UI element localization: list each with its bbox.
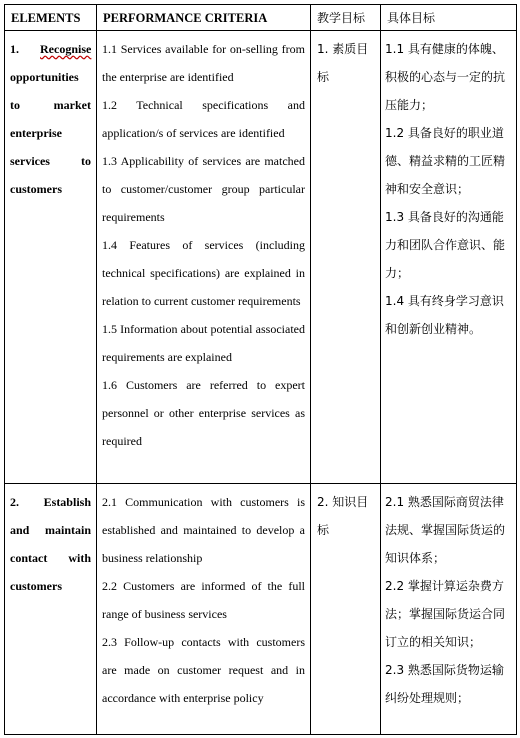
criteria-cell (97, 484, 311, 735)
specific-goal-item: 2.3 熟悉国际货物运输纠纷处理规则； (385, 663, 504, 705)
element-cell (5, 31, 97, 484)
teaching-goal-cell: 2. 知识目标 (311, 484, 381, 735)
specific-goal-item: 1.1 具有健康的体魄、积极的心态与一定的抗压能力； (385, 42, 506, 112)
table-row (5, 31, 517, 484)
element-text: and maintain contact with customers (10, 523, 91, 593)
specific-goal-cell (381, 31, 517, 484)
criterion-item: 1.6 Customers are referred to expert personnel or other enterprise services as required (102, 378, 305, 448)
element-keyword: Establish (43, 495, 91, 509)
specific-goal-item: 1.2 具备良好的职业道德、精益求精的工匠精神和安全意识； (385, 126, 506, 196)
element-keyword: Recognise (40, 42, 92, 56)
criterion-item: 2.1 Communication with customers is established and maintained to develop a business relationship (102, 495, 305, 565)
header-elements: ELEMENTS (5, 5, 97, 31)
specific-goal-item: 2.1 熟悉国际商贸法律法规、掌握国际货运的知识体系； (385, 495, 506, 565)
criterion-item: 1.4 Features of services (including technical specifications) are explained in relation to current customer requirements (102, 238, 305, 308)
specific-goal-item: 1.3 具备良好的沟通能力和团队合作意识、能力； (385, 210, 506, 280)
criterion-item: 1.5 Information about potential associated requirements are explained (102, 322, 305, 364)
element-cell (5, 484, 97, 735)
criterion-item: 2.2 Customers are informed of the full range of business services (102, 579, 305, 621)
specific-goal-item: 2.2 掌握计算运杂费方法；掌握国际货运合同订立的相关知识； (385, 579, 506, 649)
specific-goal-item: 1.4 具有终身学习意识和创新创业精神。 (385, 294, 504, 336)
table-header-row (5, 5, 517, 31)
element-number: 2. (10, 495, 19, 509)
header-performance-criteria: PERFORMANCE CRITERIA (97, 5, 311, 31)
table-row (5, 484, 517, 735)
header-teaching-goal: 教学目标 (311, 5, 381, 31)
criterion-item: 1.2 Technical specifications and application/s of services are identified (102, 98, 305, 140)
teaching-goal-cell: 1. 素质目标 (311, 31, 381, 484)
element-number: 1. (10, 42, 19, 56)
criteria-cell (97, 31, 311, 484)
criterion-item: 2.3 Follow-up contacts with customers are made on customer request and in accordance with enterprise policy (102, 635, 305, 705)
header-specific-goal: 具体目标 (381, 5, 517, 31)
criterion-item: 1.3 Applicability of services are matched to customer/customer group particular requirements (102, 154, 305, 224)
element-text: opportunities to market enterprise services to customers (10, 70, 91, 196)
competency-table (4, 4, 517, 735)
criterion-item: 1.1 Services available for on-selling from the enterprise are identified (102, 42, 305, 84)
specific-goal-cell (381, 484, 517, 735)
